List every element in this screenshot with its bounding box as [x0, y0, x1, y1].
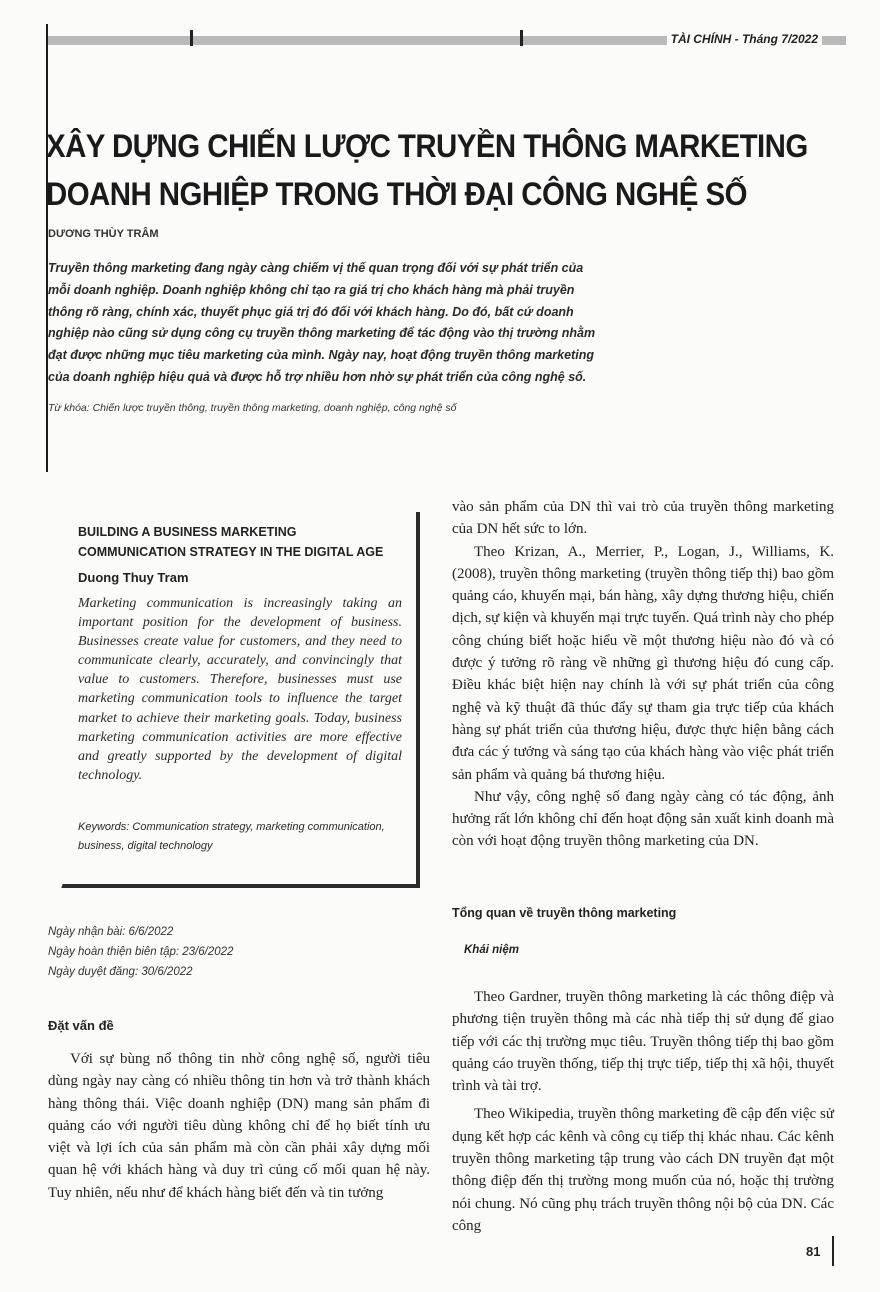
right-column-body-2 — [452, 986, 834, 1243]
date-approved: Ngày duyệt đăng: 30/6/2022 — [48, 966, 193, 978]
keywords-vi: Từ khóa: Chiến lược truyền thông, truyền thông marketing, doanh nghiệp, công nghệ số — [48, 402, 457, 414]
english-title: BUILDING A BUSINESS MARKETING COMMUNICATION STRATEGY IN THE DIGITAL AGE — [78, 525, 384, 559]
english-author: Duong Thuy Tram — [78, 570, 189, 585]
date-received: Ngày nhận bài: 6/6/2022 — [48, 926, 174, 938]
page-number: 81 — [806, 1244, 821, 1259]
header-tick — [520, 30, 523, 46]
paragraph: Theo Wikipedia, truyền thông marketing đề cập đến việc sử dụng kết hợp các kênh và công cụ tiếp thị khác nhau. Các kênh truyền thông marketing tập trung vào cách DN truyền đạt một thông điệp đến thị trường mong muốn của nó, hoặc thị trường nói chung. Nó cũng phụ trách truyền thông nội bộ của DN. Các công — [452, 1106, 834, 1234]
running-head: TÀI CHÍNH - Tháng 7/2022 — [667, 32, 822, 46]
article-title — [46, 122, 808, 218]
paragraph: Như vậy, công nghệ số đang ngày càng có tác động, ảnh hưởng rất lớn không chỉ đến hoạt động sản xuất kinh doanh mà còn với hoạt động truyền thông marketing của DN. — [452, 788, 834, 850]
paragraph: Với sự bùng nổ thông tin nhờ công nghệ số, người tiêu dùng ngày nay càng có nhiều thông tin hơn và trở thành khách hàng thông thái. Việc doanh nghiệp (DN) mang sản phẩm đi quảng cáo với người tiêu dùng không chỉ để họ biết tính ưu việt và lợi ích của sản phẩm mà còn cần phải xây dựng mối quan hệ với khách hàng và duy trì củng cố mối quan hệ này. Tuy nhiên, nếu như để khách hàng biết đến và tin tưởng — [48, 1051, 430, 1201]
left-column-body — [48, 1048, 430, 1204]
page-number-rule — [832, 1236, 834, 1266]
title-line-1: XÂY DỰNG CHIẾN LƯỢC TRUYỀN THÔNG MARKETING — [46, 128, 808, 164]
box-border-bottom — [61, 884, 418, 888]
section-heading-intro: Đặt vấn đề — [48, 1018, 114, 1033]
section-heading-overview: Tổng quan về truyền thông marketing — [452, 906, 677, 920]
english-keywords: Keywords: Communication strategy, marketing communication, business, digital technology — [78, 821, 385, 852]
subheading-concept: Khái niệm — [464, 944, 519, 956]
author-name: DƯƠNG THÙY TRÂM — [48, 228, 159, 240]
date-revised: Ngày hoàn thiện biên tập: 23/6/2022 — [48, 946, 234, 958]
title-line-2: DOANH NGHIỆP TRONG THỜI ĐẠI CÔNG NGHỆ SỐ — [46, 176, 747, 212]
publication-dates — [48, 922, 233, 982]
paragraph: vào sản phẩm của DN thì vai trò của truyền thông marketing của DN hết sức to lớn. — [452, 499, 834, 538]
paragraph: Theo Gardner, truyền thông marketing là các thông điệp và phương tiện truyền thông mà các nhà tiếp thị sử dụng để giao tiếp với các thị trường mục tiêu. Truyền thông tiếp thị bao gồm quảng cáo truyền thống, tiếp thị trực tiếp, tiếp thị xã hội, thuyết trình và tài trợ. — [452, 989, 834, 1095]
english-abstract: Marketing communication is increasingly taking an important position for the development of business. Businesses create value for customers, and they need to communicate clearly, accurately, and convincingly that value to customers. Therefore, businesses must use marketing communication tools to influence the target market to achieve their marketing goals. Today, business marketing communication activities are more effective and greatly supported by the development of digital technology. — [78, 596, 402, 783]
abstract-vi: Truyền thông marketing đang ngày càng chiếm vị thế quan trọng đối với sự phát triển của mỗi doanh nghiệp. Doanh nghiệp không chỉ tạo ra giá trị cho khách hàng mà phải truyền thông rõ ràng, chính xác, thuyết phục giá trị đó đối với khách hàng. Do đó, bất cứ doanh nghiệp nào cũng sử dụng công cụ truyền thông marketing để tác động vào thị trường nhằm đạt được những mục tiêu marketing của mình. Ngày nay, hoạt động truyền thông marketing của doanh nghiệp hiệu quả và được hỗ trợ nhiều hơn nhờ sự phát triển của công nghệ số. — [48, 261, 596, 384]
box-border-right — [416, 512, 420, 888]
header-tick — [190, 30, 193, 46]
right-column-body — [452, 496, 834, 853]
paragraph: Theo Krizan, A., Merrier, P., Logan, J., Williams, K. (2008), truyền thông marketing (truyền thông tiếp thị) bao gồm quảng cáo, khuyến mại, bán hàng, xây dựng thương hiệu, chiến dịch, sự kiện và khuyến mại trực tuyến. Quá trình này cho phép công chúng biết hoặc hiểu về một thương hiệu nào đó và có được ý tưởng rõ ràng về những gì thương hiệu đó cung cấp. Điều khác biệt hiện nay chính là với sự phát triển của công nghệ và kỹ thuật đã thúc đẩy sự tham gia trực tiếp của khách hàng sự phát triển của thương hiệu, được thực hiện bằng cách đưa các ý tưởng và sáng tạo của khách hàng vào việc phát triển sản phẩm và quảng bá thương hiệu. — [452, 543, 834, 783]
